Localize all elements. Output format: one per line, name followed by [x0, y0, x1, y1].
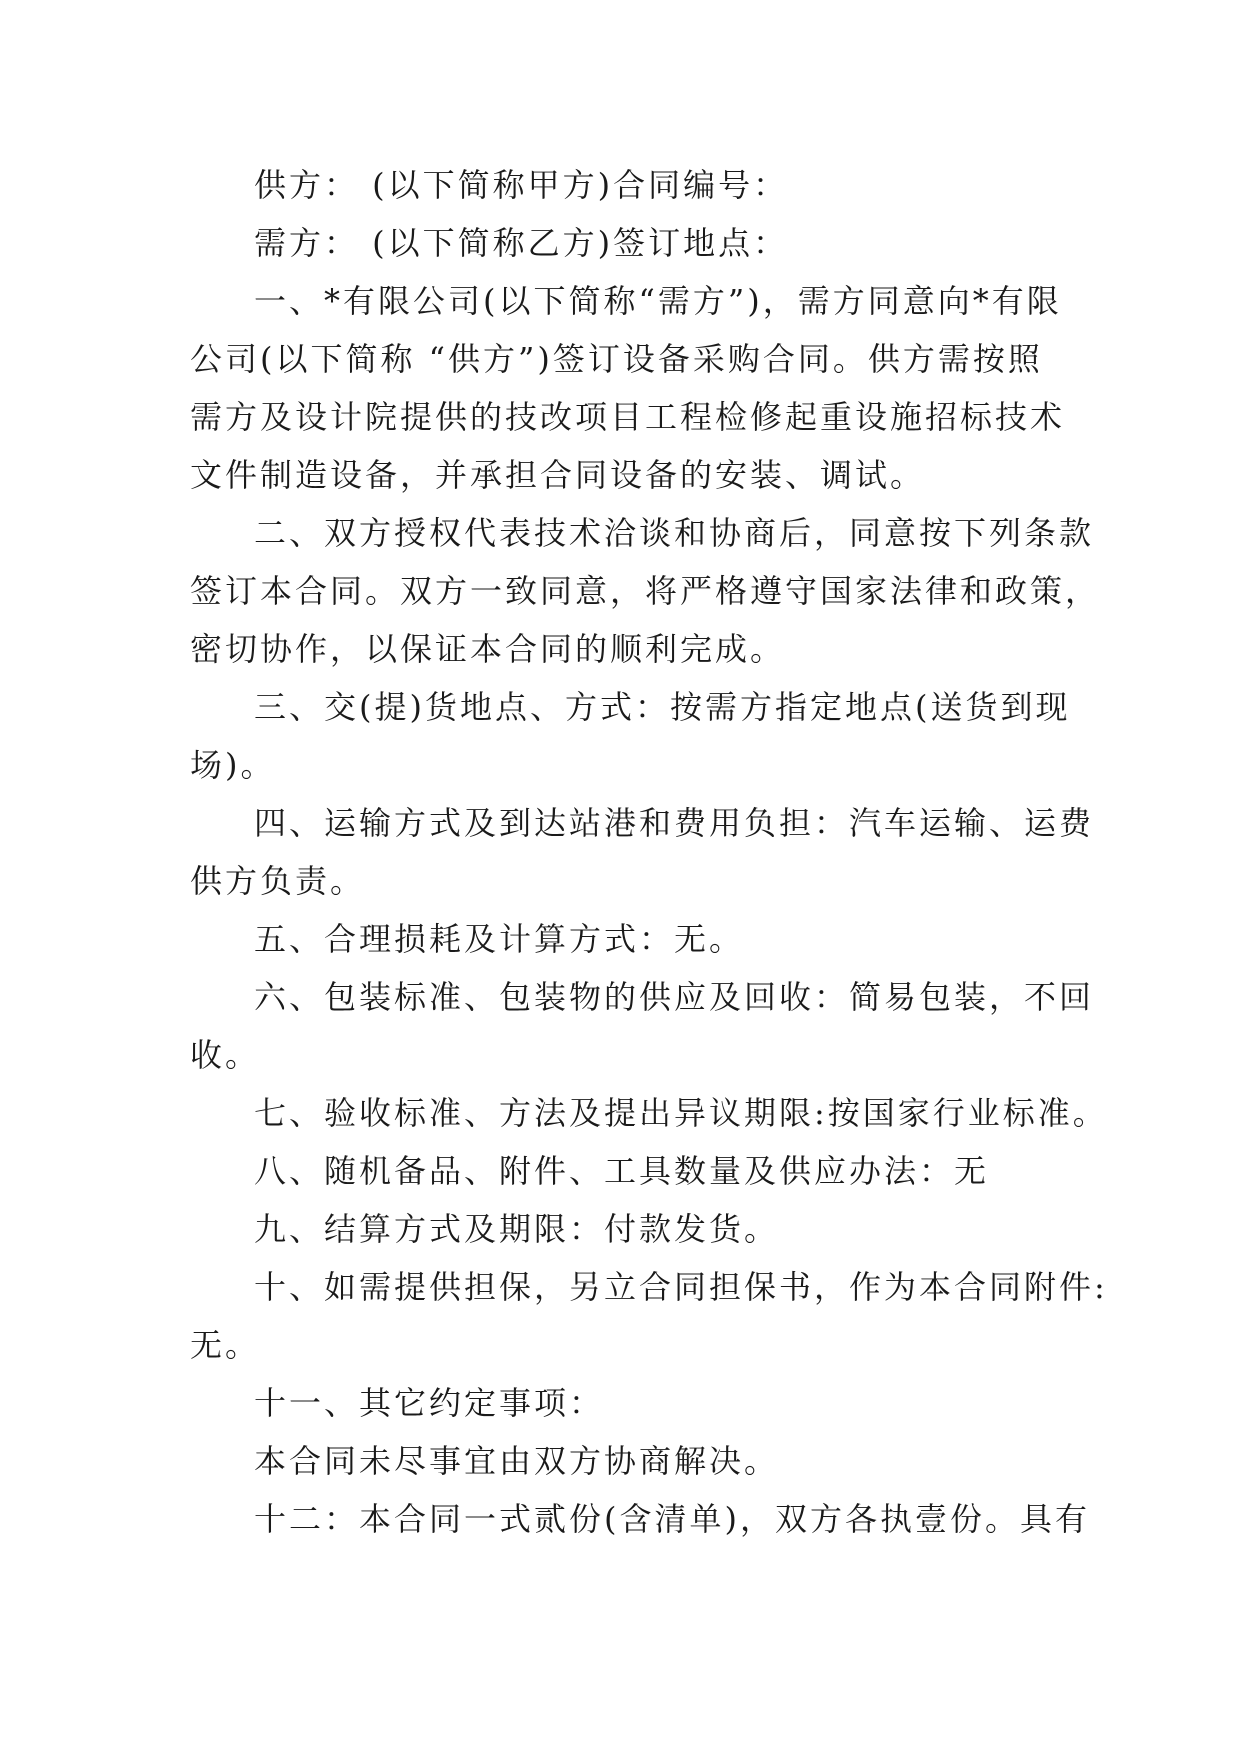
clause-10-line-1: 十、如需提供担保，另立合同担保书，作为本合同附件: — [254, 1268, 1108, 1306]
clause-4-line-1: 四、运输方式及到达站港和费用负担：汽车运输、运费 — [254, 804, 1095, 842]
clause-2-line-2: 签订本合同。双方一致同意，将严格遵守国家法律和政策， — [190, 572, 1101, 610]
clause-8-line: 八、随机备品、附件、工具数量及供应办法：无 — [254, 1152, 990, 1190]
clause-7-line: 七、验收标准、方法及提出异议期限:按国家行业标准。 — [254, 1094, 1108, 1132]
clause-1-line-3: 需方及设计院提供的技改项目工程检修起重设施招标技术 — [190, 398, 1066, 436]
clause-1-line-2: 公司(以下简称 “供方”)签订设备采购合同。供方需按照 — [190, 340, 1043, 378]
clause-5-line: 五、合理损耗及计算方式：无。 — [254, 920, 745, 958]
clause-3-line-2: 场)。 — [190, 746, 276, 784]
clause-1-line-4: 文件制造设备，并承担合同设备的安装、调试。 — [190, 456, 926, 494]
clause-9-line: 九、结算方式及期限：付款发货。 — [254, 1210, 780, 1248]
clause-3-line-1: 三、交(提)货地点、方式：按需方指定地点(送货到现 — [254, 688, 1071, 726]
clause-1-line-1: 一、*有限公司(以下简称“需方”)，需方同意向*有限 — [254, 282, 1062, 320]
clause-6-line-1: 六、包装标准、包装物的供应及回收：简易包装，不回 — [254, 978, 1095, 1016]
supplier-line: 供方： (以下简称甲方)合同编号： — [254, 166, 789, 204]
clause-2-line-3: 密切协作，以保证本合同的顺利完成。 — [190, 630, 786, 668]
clause-11-text: 本合同未尽事宜由双方协商解决。 — [254, 1442, 780, 1480]
clause-6-line-2: 收。 — [190, 1036, 261, 1074]
clause-10-line-2: 无。 — [190, 1326, 261, 1364]
clause-4-line-2: 供方负责。 — [190, 862, 366, 900]
contract-body — [190, 156, 1108, 1548]
clause-12-line-1: 十二：本合同一式贰份(含清单)，双方各执壹份。具有 — [254, 1500, 1090, 1538]
buyer-line: 需方： (以下简称乙方)签订地点： — [254, 224, 789, 262]
clause-11-heading: 十一、其它约定事项： — [254, 1384, 605, 1422]
clause-2-line-1: 二、双方授权代表技术洽谈和协商后，同意按下列条款 — [254, 514, 1095, 552]
